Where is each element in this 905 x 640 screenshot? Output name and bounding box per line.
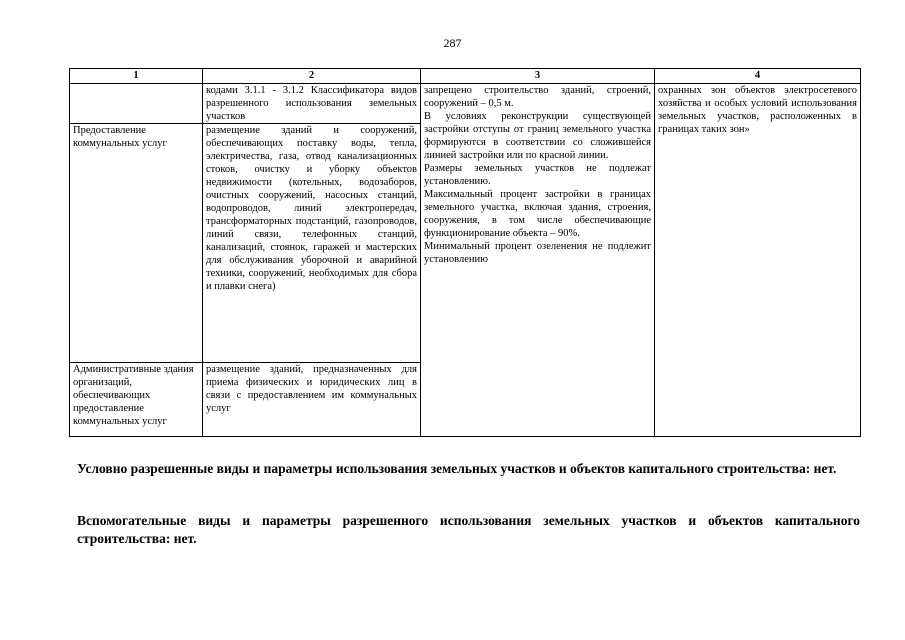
page-number: 287 xyxy=(443,36,462,50)
column-header: 1 xyxy=(70,69,203,84)
use-description-cell: размещение зданий и сооружений, обеспечивающих поставку воды, тепла, электричества, газа, отвод канализационных стоков, очистку и уборку объектов недвижимости (котельных, водозаборов, очистных сооружений, насосных станций, водопроводов, линий электропередач, трансформаторных подстанций, газопроводов, линий связи, телефонных станций, канализаций, стоянок, гаражей и мастерских для обслуживания уборочной и аварийной техники, сооружений, необходимых для сбора и плавки снега) xyxy=(203,124,421,363)
permitted-use-table xyxy=(69,68,861,437)
use-type-cell: Административные здания организаций, обеспечивающих предоставление коммунальных услуг xyxy=(70,363,203,437)
use-description-cell: кодами 3.1.1 - 3.1.2 Классификатора видов разрешенного использования земельных участков xyxy=(203,84,421,124)
parameters-paragraph: Размеры земельных участков не подлежат установлению. xyxy=(424,163,651,187)
parameters-cell xyxy=(421,84,655,437)
column-header: 2 xyxy=(203,69,421,84)
parameters-paragraph: Максимальный процент застройки в границах земельного участка, включая здания, строения, сооружения, в том числе обеспечивающие функционирование объекта – 90%. xyxy=(424,189,651,239)
column-header: 3 xyxy=(421,69,655,84)
use-type-cell xyxy=(70,84,203,124)
parameters-paragraph: Минимальный процент озеленения не подлежит установлению xyxy=(424,241,651,265)
restrictions-cell: охранных зон объектов электросетевого хозяйства и особых условий использования земельных участков, расположенных в границах таких зон» xyxy=(655,84,861,437)
parameters-paragraph: В условиях реконструкции существующей застройки отступы от границ земельного участка формируются в соответствии со сложившейся линией застройки или по красной линии. xyxy=(424,111,651,161)
table-header-row xyxy=(70,69,861,84)
auxiliary-uses-section: Вспомогательные виды и параметры разрешенного использования земельных участков и объектов капитального строительства: нет. xyxy=(77,513,860,546)
parameters-paragraph: запрещено строительство зданий, строений, сооружений – 0,5 м. xyxy=(424,85,651,109)
column-header: 4 xyxy=(655,69,861,84)
conditional-uses-section: Условно разрешенные виды и параметры использования земельных участков и объектов капитального строительства: нет. xyxy=(77,461,837,476)
table-row xyxy=(70,84,861,124)
use-type-cell: Предоставление коммунальных услуг xyxy=(70,124,203,363)
use-description-cell: размещение зданий, предназначенных для приема физических и юридических лиц в связи с предоставлением им коммунальных услуг xyxy=(203,363,421,437)
